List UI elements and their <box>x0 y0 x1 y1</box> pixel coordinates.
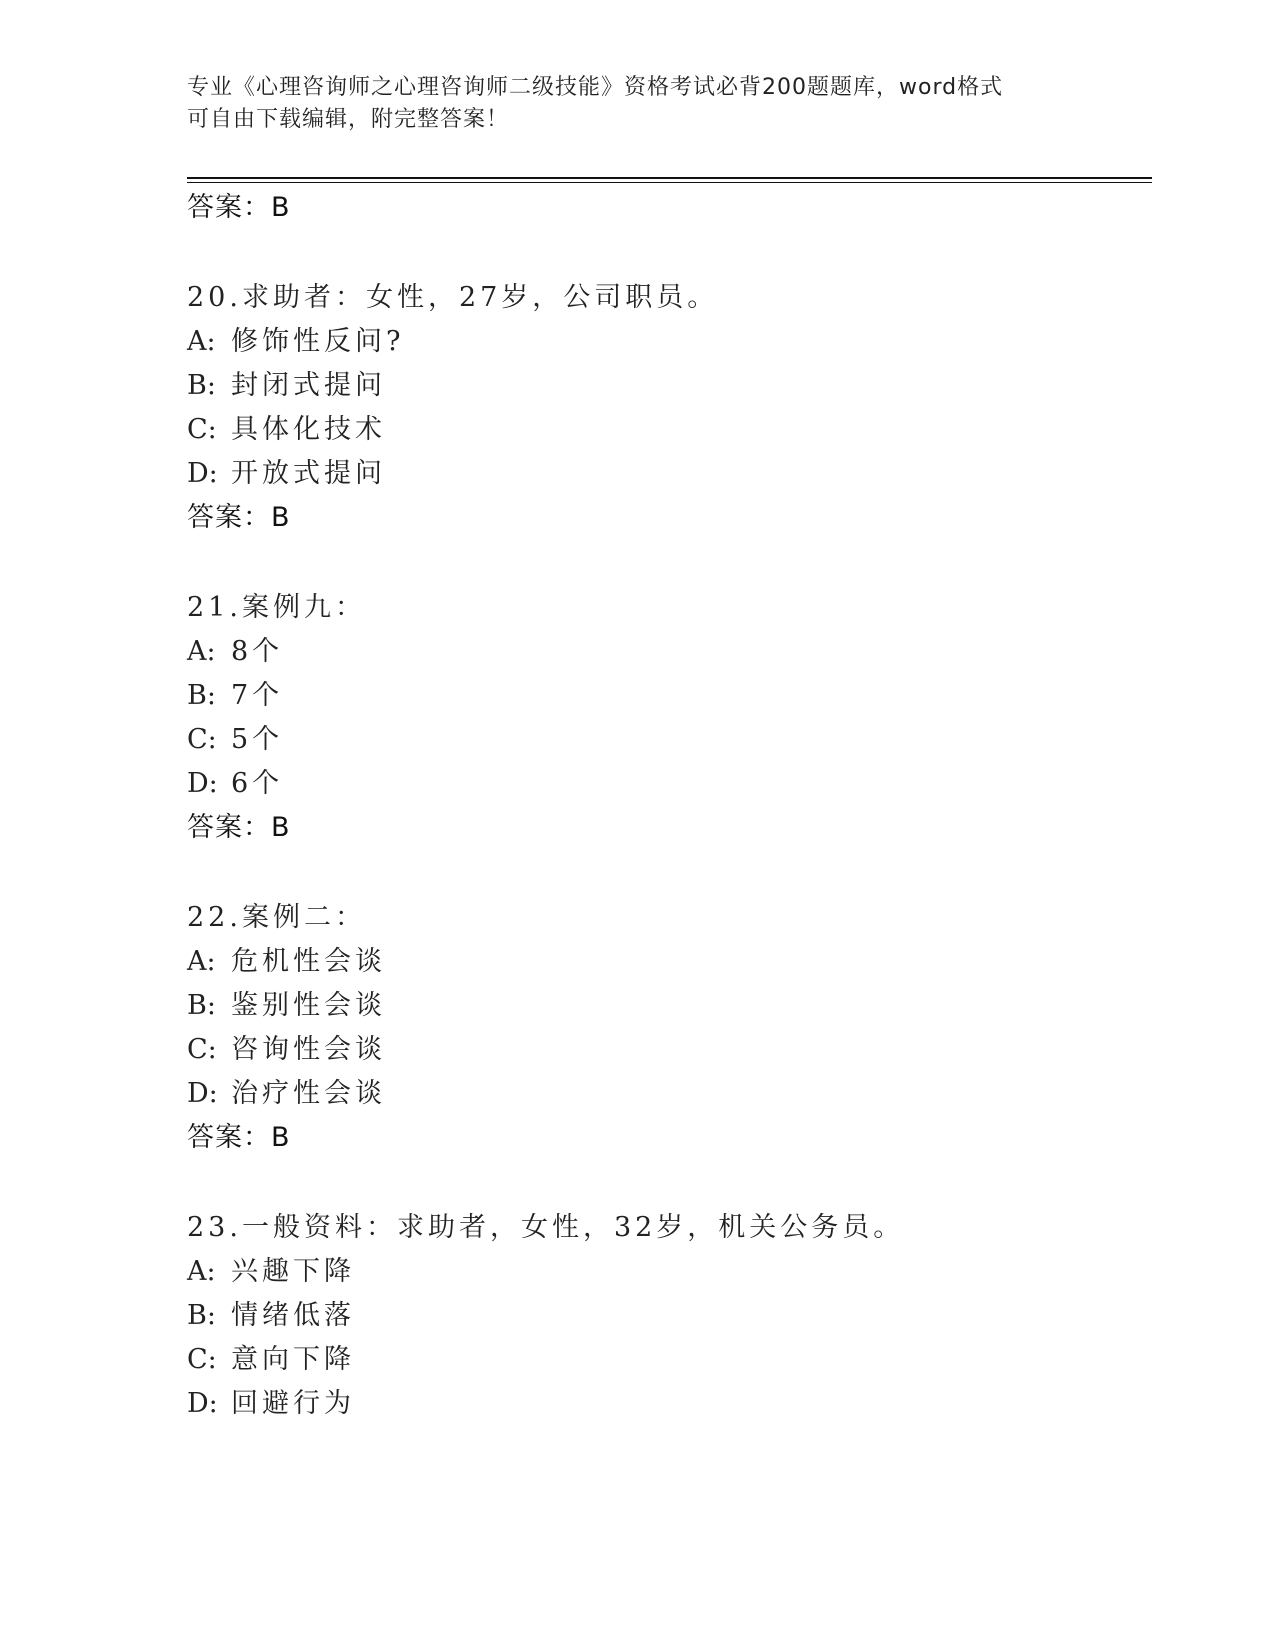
option-letter: C: <box>187 724 217 755</box>
option-c <box>187 1342 355 1378</box>
question-21: 21.案例九： <box>187 592 366 623</box>
option-text: 7个 <box>231 680 284 711</box>
option-text: 8个 <box>231 636 284 667</box>
option-letter: B: <box>187 680 216 711</box>
option-text: 5个 <box>231 724 284 755</box>
option-d <box>187 1076 386 1112</box>
option-b <box>187 368 386 404</box>
option-letter: D: <box>187 1078 218 1109</box>
answer-line: 答案：B <box>187 502 291 533</box>
option-letter: D: <box>187 768 218 799</box>
option-letter: A: <box>187 636 216 667</box>
question-23: 23.一般资料：求助者，女性，32岁，机关公务员。 <box>187 1212 905 1243</box>
option-letter: A: <box>187 946 216 977</box>
option-a <box>187 944 386 980</box>
option-text: 6个 <box>231 768 284 799</box>
option-letter: C: <box>187 1034 217 1065</box>
question-22: 22.案例二： <box>187 902 366 933</box>
header-line-2: 可自由下载编辑，附完整答案！ <box>187 107 510 132</box>
option-text: 具体化技术 <box>231 414 386 445</box>
option-text: 咨询性会谈 <box>231 1034 386 1065</box>
answer-line: 答案：B <box>187 812 291 843</box>
option-letter: D: <box>187 1388 218 1419</box>
option-letter: B: <box>187 1300 216 1331</box>
option-text: 修饰性反问? <box>231 326 405 357</box>
option-letter: B: <box>187 370 216 401</box>
option-d <box>187 766 283 802</box>
option-letter: C: <box>187 414 217 445</box>
option-b <box>187 988 386 1024</box>
option-c <box>187 1032 386 1068</box>
option-text: 开放式提问 <box>231 458 386 489</box>
option-letter: B: <box>187 990 216 1021</box>
option-text: 情绪低落 <box>231 1300 355 1331</box>
option-c <box>187 722 283 758</box>
option-a <box>187 324 404 360</box>
option-letter: A: <box>187 326 216 357</box>
option-a <box>187 1254 355 1290</box>
answer-line: 答案：B <box>187 192 291 223</box>
document-header <box>187 72 1087 136</box>
option-a <box>187 634 283 670</box>
header-rule-thick <box>187 177 1152 179</box>
option-d <box>187 1386 355 1422</box>
option-c <box>187 412 386 448</box>
option-letter: D: <box>187 458 218 489</box>
option-b <box>187 678 283 714</box>
option-d <box>187 456 386 492</box>
option-letter: C: <box>187 1344 217 1375</box>
question-20: 20.求助者：女性，27岁，公司职员。 <box>187 282 719 313</box>
option-text: 意向下降 <box>231 1344 355 1375</box>
option-text: 治疗性会谈 <box>231 1078 386 1109</box>
option-text: 封闭式提问 <box>231 370 386 401</box>
header-rule-thin <box>187 182 1152 183</box>
option-text: 危机性会谈 <box>231 946 386 977</box>
option-b <box>187 1298 355 1334</box>
header-line-1: 专业《心理咨询师之心理咨询师二级技能》资格考试必背200题题库，word格式 <box>187 75 1004 100</box>
option-letter: A: <box>187 1256 216 1287</box>
option-text: 回避行为 <box>231 1388 355 1419</box>
option-text: 兴趣下降 <box>231 1256 355 1287</box>
option-text: 鉴别性会谈 <box>231 990 386 1021</box>
answer-line: 答案：B <box>187 1122 291 1153</box>
